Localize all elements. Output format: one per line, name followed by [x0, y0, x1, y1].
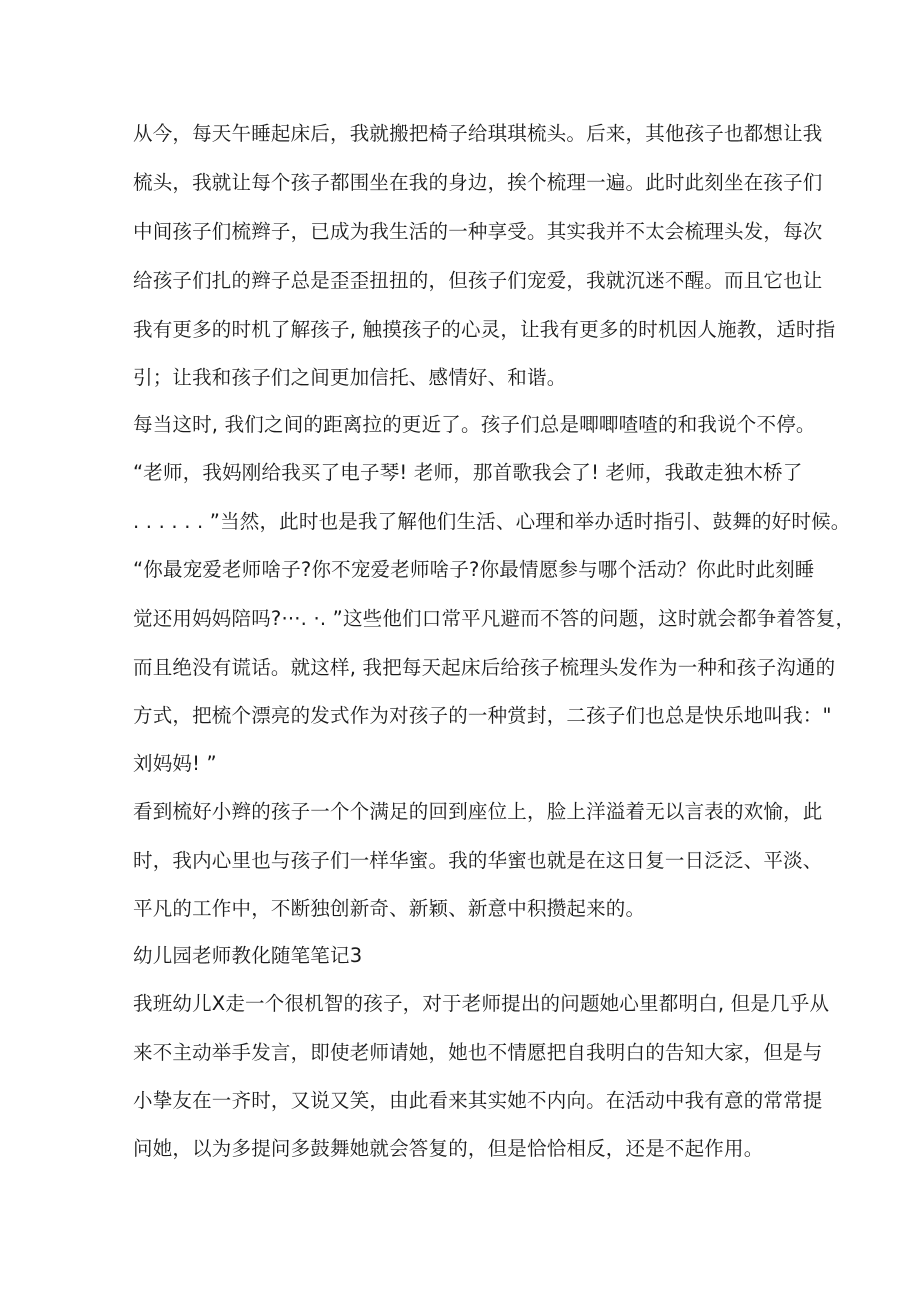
section-heading: 幼儿园老师教化随笔笔记3 [133, 944, 363, 967]
paragraph-line: 刘妈妈! ” [133, 752, 217, 775]
paragraph-line: 时，我内心里也与孩子们一样华蜜。我的华蜜也就是在这日复一日泛泛、平淡、 [133, 849, 823, 872]
paragraph-line: 我有更多的时机了解孩子, 触摸孩子的心灵，让我有更多的时机因人施教，适时指 [133, 318, 836, 341]
paragraph-line: 从今，每天午睡起床后，我就搬把椅子给琪琪梳头。后来，其他孩子也都想让我 [133, 122, 823, 145]
paragraph-line: 我班幼儿X走一个很机智的孩子，对于老师提出的问题她心里都明白, 但是几乎从 [133, 992, 830, 1015]
paragraph-line: 平凡的工作中，不断独创新奇、新颖、新意中积攒起来的。 [133, 897, 646, 920]
paragraph-line: 觉还用妈妈陪吗?···. ·. ”这些他们口常平凡避而不答的问题，这时就会都争着答复， [133, 607, 856, 630]
paragraph-line: “你最宠爱老师啥子?你不宠爱老师啥子?你最情愿参与哪个活动？你此时此刻睡 [133, 558, 815, 581]
paragraph-line: . . . . . . ”当然，此时也是我了解他们生活、心理和举办适时指引、鼓舞的好时候。 [133, 510, 851, 533]
paragraph-line: 引；让我和孩子们之间更加信托、感情好、和谐。 [133, 366, 567, 389]
paragraph-line: 每当这时, 我们之间的距离拉的更近了。孩子们总是唧唧喳喳的和我说个不停。 [133, 413, 816, 436]
paragraph-line: 方式，把梳个漂亮的发式作为对孩子的一种赏封，二孩子们也总是快乐地叫我：" [133, 704, 832, 727]
paragraph-line: 来不主动举手发言，即使老师请她，她也不情愿把自我明白的告知大家，但是与 [133, 1041, 823, 1064]
paragraph-line: 小挚友在一齐时，又说又笑，由此看来其实她不内向。在活动中我有意的常常提 [133, 1089, 823, 1112]
paragraph-line: 梳头，我就让每个孩子都围坐在我的身边，挨个梳理一遍。此时此刻坐在孩子们 [133, 171, 823, 194]
paragraph-line: 看到梳好小辫的孩子一个个满足的回到座位上，脸上洋溢着无以言表的欢愉，此 [133, 800, 823, 823]
paragraph-line: 中间孩子们梳辫子，已成为我生活的一种享受。其实我并不太会梳理头发，每次 [133, 220, 823, 243]
paragraph-line: 问她，以为多提问多鼓舞她就会答复的，但是恰恰相反，还是不起作用。 [133, 1137, 764, 1160]
paragraph-line: 给孩子们扎的辫子总是歪歪扭扭的，但孩子们宠爱，我就沉迷不醒。而且它也让 [133, 269, 823, 292]
paragraph-line: 而且绝没有谎话。就这样, 我把每天起床后给孩子梳理头发作为一种和孩子沟通的 [133, 656, 836, 679]
paragraph-line: “老师，我妈刚给我买了电子琴! 老师，那首歌我会了! 老师，我敢走独木桥了 [133, 461, 803, 484]
